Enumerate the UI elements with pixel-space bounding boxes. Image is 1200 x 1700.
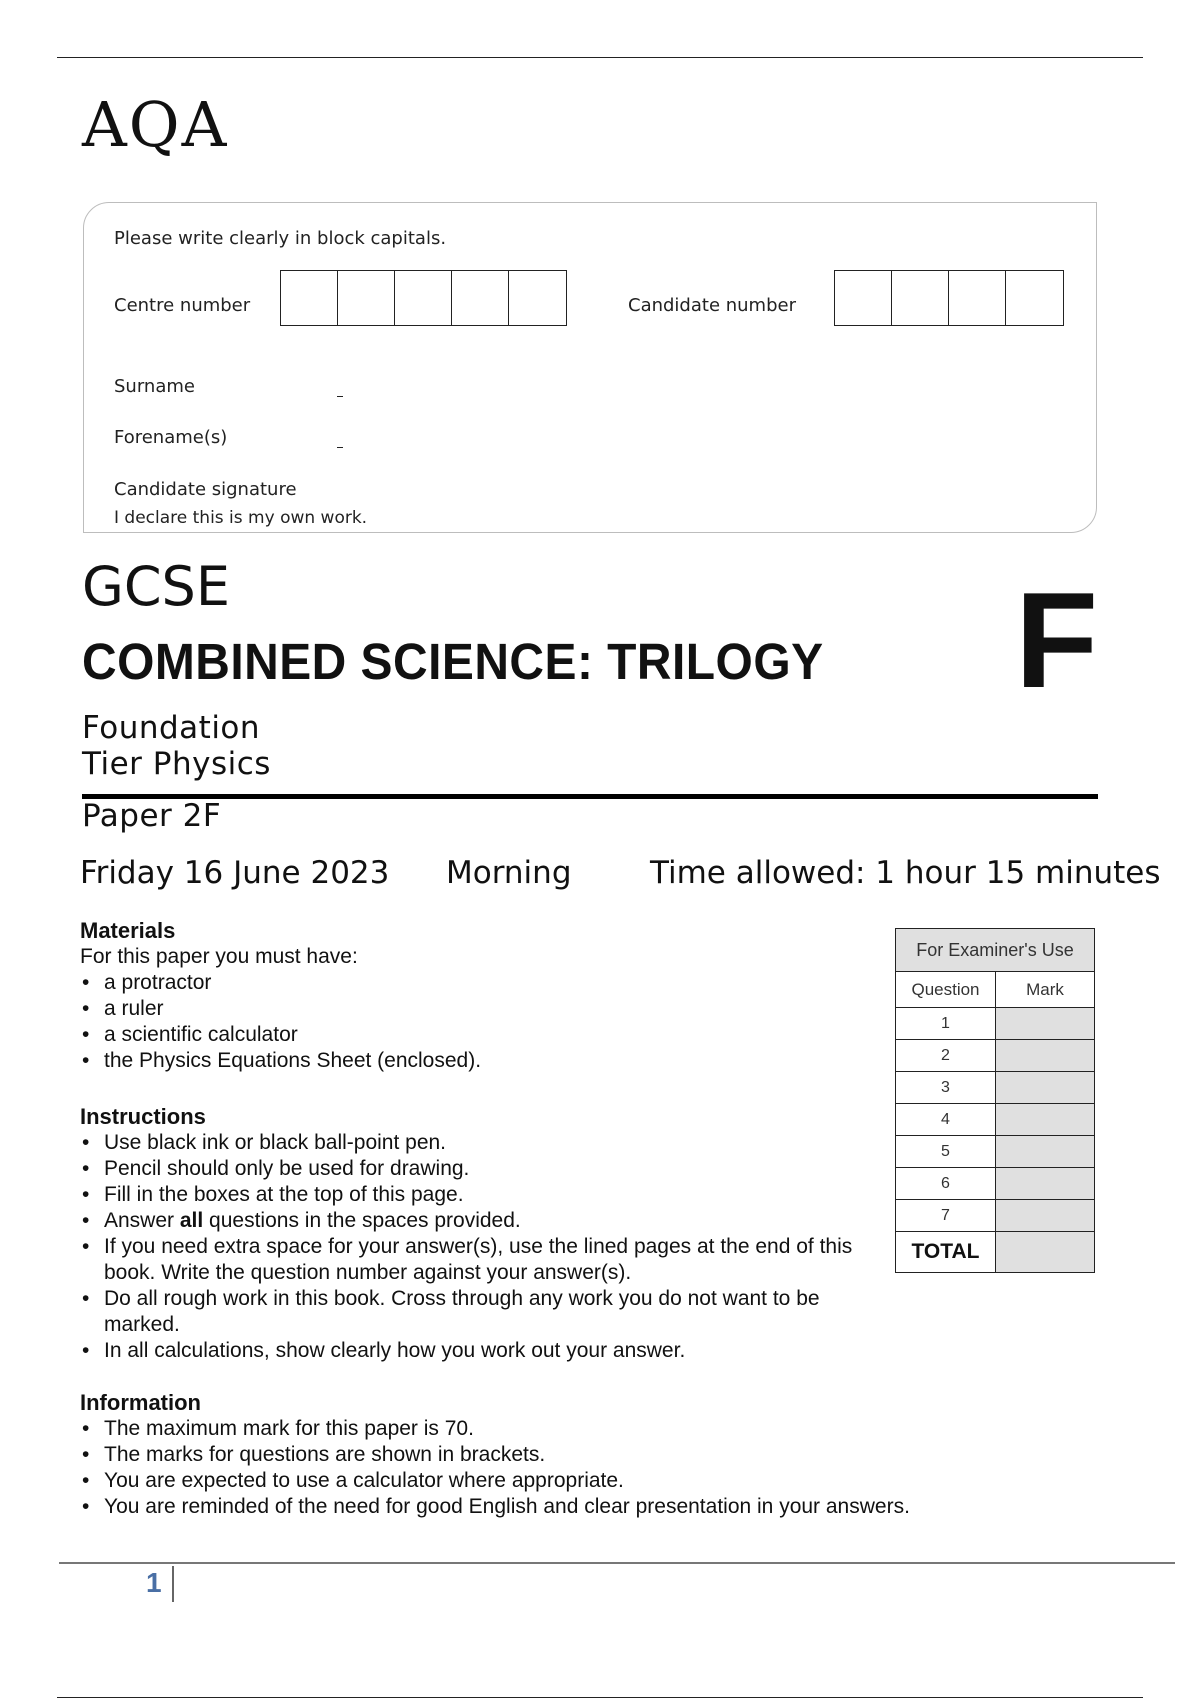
table-row (896, 1040, 1095, 1072)
question-column-header: Question (896, 972, 996, 1008)
candidate-number-digit[interactable] (949, 271, 1006, 325)
table-row (896, 1200, 1095, 1232)
tier-title (82, 710, 271, 782)
instructions-section (80, 1104, 870, 1364)
bottom-rule (57, 1697, 1143, 1698)
total-mark-cell (996, 1232, 1095, 1273)
table-row (896, 1072, 1095, 1104)
footer-rule (59, 1562, 1175, 1564)
question-number: 7 (896, 1200, 996, 1232)
instruction-item: • In all calculations, show clearly how you work out your answer. (80, 1338, 870, 1364)
instruction-item: • Do all rough work in this book. Cross through any work you do not want to be marked. (80, 1286, 870, 1338)
information-list (80, 1416, 1040, 1520)
materials-heading: Materials (80, 918, 176, 943)
centre-number-boxes[interactable] (280, 270, 567, 326)
top-rule (57, 57, 1143, 58)
instruction-item: • Use black ink or black ball-point pen. (80, 1130, 870, 1156)
instructions-heading: Instructions (80, 1104, 206, 1129)
mark-cell (996, 1104, 1095, 1136)
materials-list (80, 970, 880, 1074)
instruction-item: • If you need extra space for your answer(s), use the lined pages at the end of this book. Write the question number against your answer(s). (80, 1234, 870, 1286)
instruction-item: • Pencil should only be used for drawing. (80, 1156, 870, 1182)
mark-cell (996, 1200, 1095, 1232)
signature-label: Candidate signature (114, 479, 297, 500)
question-number: 6 (896, 1168, 996, 1200)
centre-number-digit[interactable] (338, 271, 395, 325)
centre-number-label: Centre number (114, 295, 251, 316)
forename-field[interactable] (337, 447, 343, 448)
instruction-text: Answer (104, 1209, 180, 1232)
instruction-text: questions in the spaces provided. (203, 1209, 521, 1232)
materials-item: • a protractor (80, 970, 880, 996)
tier-line-2: Tier Physics (82, 746, 271, 782)
examiner-table-heading: For Examiner's Use (896, 929, 1095, 972)
tier-letter: F (1015, 564, 1099, 716)
total-row (896, 1232, 1095, 1273)
surname-field[interactable] (337, 396, 343, 397)
page-number-divider (172, 1566, 174, 1602)
centre-number-digit[interactable] (281, 271, 338, 325)
examiner-use-table (895, 928, 1095, 1273)
block-capitals-instruction: Please write clearly in block capitals. (114, 228, 447, 249)
qualification-title: GCSE (82, 555, 230, 618)
instruction-emphasis: all (179, 1209, 204, 1232)
candidate-number-digit[interactable] (1006, 271, 1063, 325)
information-section (80, 1390, 1040, 1520)
candidate-number-boxes[interactable] (834, 270, 1064, 326)
information-item: • You are expected to use a calculator where appropriate. (80, 1468, 1040, 1494)
centre-number-digit[interactable] (509, 271, 566, 325)
instruction-item: • Fill in the boxes at the top of this page. (80, 1182, 870, 1208)
question-number: 3 (896, 1072, 996, 1104)
question-number: 1 (896, 1008, 996, 1040)
question-number: 5 (896, 1136, 996, 1168)
mark-cell (996, 1072, 1095, 1104)
candidate-number-label: Candidate number (628, 295, 796, 316)
mark-cell (996, 1040, 1095, 1072)
materials-item: • a scientific calculator (80, 1022, 880, 1048)
candidate-number-digit[interactable] (892, 271, 949, 325)
information-item: • The maximum mark for this paper is 70. (80, 1416, 1040, 1442)
subject-title: COMBINED SCIENCE: TRILOGY (82, 633, 824, 690)
mark-column-header: Mark (996, 972, 1095, 1008)
instruction-item (80, 1208, 870, 1234)
paper-title: Paper 2F (82, 798, 222, 834)
table-row (896, 1104, 1095, 1136)
table-row (896, 1008, 1095, 1040)
information-item: • The marks for questions are shown in brackets. (80, 1442, 1040, 1468)
centre-number-digit[interactable] (395, 271, 452, 325)
materials-item: • a ruler (80, 996, 880, 1022)
surname-label: Surname (114, 376, 195, 397)
information-item: • You are reminded of the need for good English and clear presentation in your answers. (80, 1494, 1040, 1520)
title-rule (82, 794, 1098, 799)
mark-cell (996, 1168, 1095, 1200)
declaration-text: I declare this is my own work. (114, 508, 368, 528)
page-number: 1 (146, 1567, 162, 1598)
question-number: 2 (896, 1040, 996, 1072)
mark-cell (996, 1008, 1095, 1040)
centre-number-digit[interactable] (452, 271, 509, 325)
materials-intro: For this paper you must have: (80, 945, 358, 968)
mark-cell (996, 1136, 1095, 1168)
table-row (896, 1136, 1095, 1168)
table-row (896, 1168, 1095, 1200)
instructions-list (80, 1130, 870, 1364)
exam-session: Morning (446, 855, 572, 891)
aqa-logo: AQA (82, 88, 229, 161)
exam-date: Friday 16 June 2023 (80, 855, 390, 891)
forename-label: Forename(s) (114, 427, 228, 448)
materials-section (80, 918, 880, 1074)
total-label: TOTAL (896, 1232, 996, 1273)
information-heading: Information (80, 1390, 201, 1415)
question-number: 4 (896, 1104, 996, 1136)
tier-line-1: Foundation (82, 710, 261, 746)
time-allowed: Time allowed: 1 hour 15 minutes (650, 855, 1161, 891)
materials-item: • the Physics Equations Sheet (enclosed). (80, 1048, 880, 1074)
candidate-number-digit[interactable] (835, 271, 892, 325)
